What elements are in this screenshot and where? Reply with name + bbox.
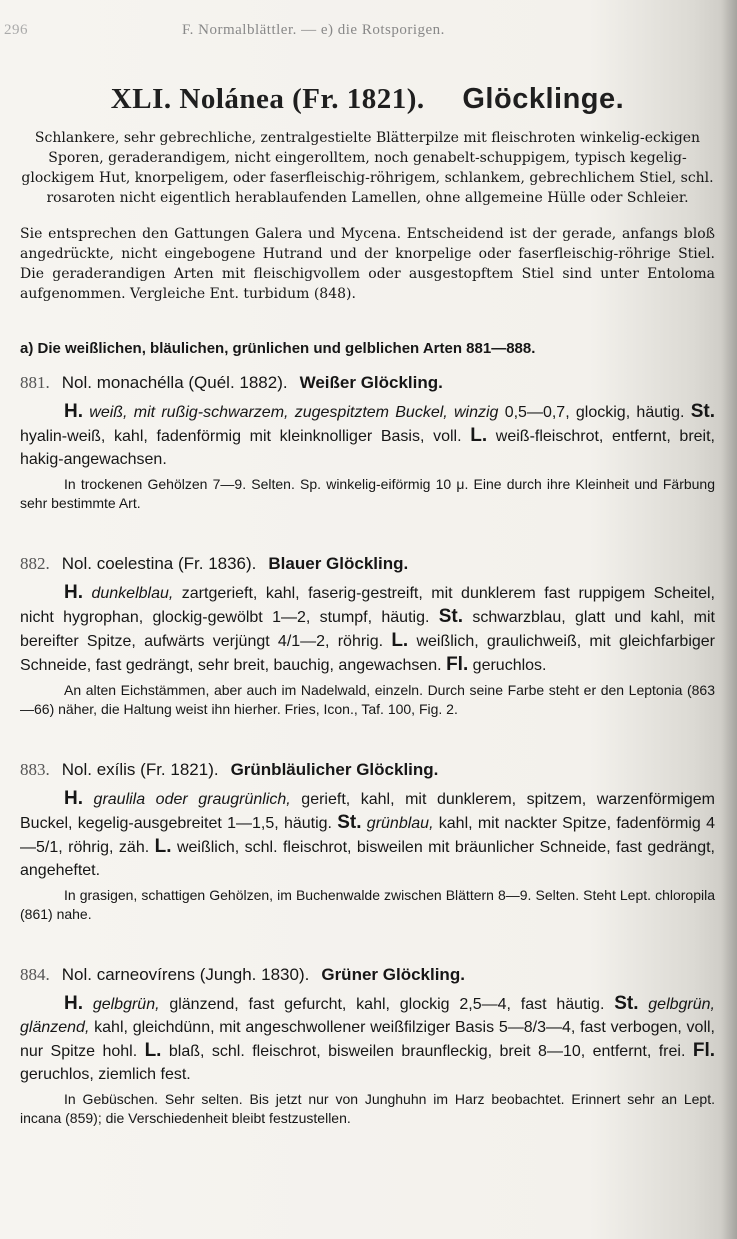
chapter-title	[20, 80, 715, 118]
italic-trait-text: gelbgrün,	[92, 996, 160, 1013]
trait-label: H.	[64, 401, 83, 422]
species-latin-name: Nol. carneovírens (Jungh. 1830).	[61, 965, 310, 984]
trait-text: blaß, schl. fleischrot, bisweilen braunfleckig, breit 8—10, entfernt, frei.	[161, 1043, 693, 1060]
trait-text: weißlich, graulichweiß, mit gleichfarbiger Schneide, fast gedrängt, sehr breit, bauchig, angewachsen.	[20, 633, 716, 674]
trait-label: Fl.	[692, 1040, 716, 1061]
trait-label: L.	[391, 630, 409, 651]
italic-trait-text: weiß, mit rußig-schwarzem, zugespitztem Buckel, winzig	[89, 404, 499, 421]
trait-text: glänzend, fast gefurcht, kahl, glockig 2,5—4, fast häutig.	[159, 996, 615, 1013]
species-common-name: Blauer Glöckling.	[268, 554, 409, 573]
trait-text: geruchlos, ziemlich fest.	[20, 1066, 191, 1083]
trait-label: St.	[690, 401, 715, 422]
running-head	[0, 22, 737, 44]
trait-text: kahl, gleichdünn, mit angeschwollener weißfilziger Basis 5—8/3—4, fast verbogen, voll, nur Spitze hohl.	[20, 1019, 715, 1060]
trait-text	[83, 996, 93, 1013]
trait-label: L.	[144, 1040, 162, 1061]
species-latin-name: Nol. coelestina (Fr. 1836).	[61, 554, 257, 573]
page-content	[20, 80, 715, 1128]
trait-label: H.	[64, 582, 83, 603]
chapter-numeral: XLI.	[110, 83, 172, 115]
species-note: In trockenen Gehölzen 7—9. Selten. Sp. winkelig-eiförmig 10 μ. Eine durch ihre Kleinheit und Färbung sehr bestimmte Art.	[20, 476, 715, 511]
trait-label: H.	[64, 788, 83, 809]
species-entry	[20, 370, 715, 513]
trait-label: H.	[64, 993, 83, 1014]
group-heading: a) Die weißlichen, bläulichen, grünlichen und gelblichen Arten 881—888.	[20, 340, 536, 357]
species-entry	[20, 757, 715, 924]
species-description	[20, 992, 715, 1086]
species-note: In grasigen, schattigen Gehölzen, im Buchenwalde zwischen Blättern 8—9. Selten. Steht Lept. chloropila (861) nahe.	[20, 887, 715, 922]
species-description	[20, 787, 715, 882]
species-number: 882.	[20, 554, 50, 573]
running-title: F. Normalblättler. — e) die Rotsporigen.	[182, 22, 445, 38]
page-number: 296	[4, 22, 28, 38]
species-note: In Gebüschen. Sehr selten. Bis jetzt nur von Junghuhn im Harz beobachtet. Erinnert sehr an Lept. incana (859); die Verschiedenheit bleibt festzustellen.	[20, 1091, 715, 1126]
trait-text: weißlich, schl. fleischrot, bisweilen mit bräunlicher Schneide, fast gedrängt, angeheftet.	[20, 839, 715, 879]
trait-text: zartgerieft, kahl, faserig-gestreift, mit dunklerem fast ruppigem Scheitel, nicht hygrophan, glockig-gewölbt 1—2, stumpf, häutig.	[20, 585, 715, 626]
trait-label: St.	[337, 812, 362, 833]
species-heading	[20, 962, 715, 988]
trait-text: gerieft, kahl, mit dunklerem, spitzem, warzenförmigem Buckel, kegelig-ausgebreitet 1—1,5, häutig.	[20, 791, 716, 832]
species-description	[20, 581, 715, 677]
species-heading	[20, 551, 715, 577]
intro-paragraph-1: Schlankere, sehr gebrechliche, zentralgestielte Blätterpilze mit fleischroten winkelig-eckigen Sporen, geraderandigem, nicht eingerolltem, noch genabelt-schuppigem, typisch kegelig-glockigem Hut, knorpeligem, oder faserfleischig-röhrigem, schlankem, gebrechlichem Stiel, schl. rosaroten nicht eigentlich herablaufenden Lamellen, ohne allgemeine Hülle oder Schleier.	[21, 130, 714, 206]
species-common-name: Weißer Glöckling.	[299, 373, 443, 392]
species-description	[20, 400, 715, 471]
intro-paragraph-2: Sie entsprechen den Gattungen Galera und Mycena. Entscheidend ist der gerade, anfangs bloß angedrückte, nicht eingebogene Hutrand und der knorpelige oder faserfleischig-röhrige Stiel. Die geraderandigen Arten mit fleischigvollem oder ausgestopftem Stiel sind unter Entoloma aufgenommen. Vergleiche Ent. turbidum (848).	[20, 226, 715, 302]
italic-trait-text: grünblau,	[361, 815, 434, 832]
trait-label: St.	[438, 606, 464, 627]
italic-trait-text: gelbgrün, glänzend,	[20, 996, 716, 1036]
page-edge-shadow	[721, 0, 737, 1239]
species-common-name: Grüner Glöckling.	[321, 965, 465, 984]
species-number: 883.	[20, 760, 50, 779]
species-latin-name: Nol. monachélla (Quél. 1882).	[61, 373, 288, 392]
species-entries	[20, 370, 715, 1128]
trait-text: 0,5—0,7, glockig, häutig.	[498, 404, 691, 421]
trait-text: kahl, mit nackter Spitze, fadenförmig 4—5/1, röhrig, zäh.	[20, 815, 715, 856]
trait-text: schwarzblau, glatt und kahl, mit bereifter Spitze, aufwärts verjüngt 4/1—2, röhrig.	[20, 609, 715, 650]
trait-label: L.	[470, 425, 488, 446]
italic-trait-text: dunkelblau,	[91, 585, 174, 602]
chapter-german-name: Glöcklinge.	[462, 83, 625, 115]
trait-text: geruchlos.	[468, 657, 547, 674]
species-number: 881.	[20, 373, 50, 392]
chapter-genus: Nolánea (Fr. 1821).	[179, 83, 425, 115]
species-entry	[20, 962, 715, 1128]
trait-label: St.	[614, 993, 639, 1014]
species-note: An alten Eichstämmen, aber auch im Nadelwald, einzeln. Durch seine Farbe steht er den Leptonia (863—66) näher, die Haltung weist ihn hierher. Fries, Icon., Taf. 100, Fig. 2.	[20, 682, 715, 717]
species-number: 884.	[20, 965, 50, 984]
trait-label: Fl.	[446, 654, 469, 675]
italic-trait-text: graulila oder graugrünlich,	[93, 791, 291, 808]
species-heading	[20, 757, 715, 783]
species-common-name: Grünbläulicher Glöckling.	[230, 760, 439, 779]
trait-label: L.	[154, 836, 172, 857]
trait-text: hyalin-weiß, kahl, fadenförmig mit kleinknolliger Basis, voll.	[20, 428, 471, 445]
trait-text: weiß-fleischrot, entfernt, breit, hakig-angewachsen.	[20, 428, 716, 468]
trait-text	[83, 791, 94, 808]
species-entry	[20, 551, 715, 719]
species-heading	[20, 370, 715, 396]
species-latin-name: Nol. exílis (Fr. 1821).	[61, 760, 219, 779]
